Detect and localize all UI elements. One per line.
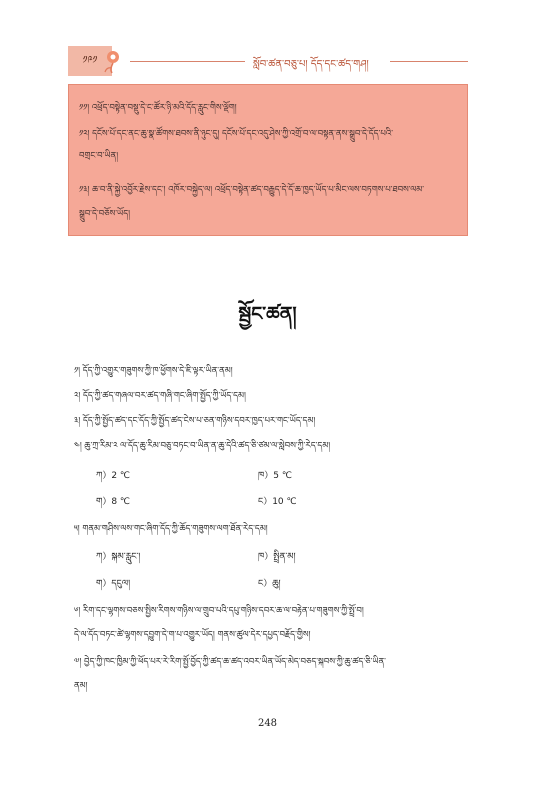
question-6: ༦། རིག་དང་ལྷགས་བཅས་སྤྱིས་རིགས་གཉིས་ལ་གྲུབ་པའི་དཔུ་གཉིས་དབར་ཆ་ལ་བརྟེན་པ་གཟུགས་ཀྱི་སྤྲོ་བ། (74, 606, 364, 616)
q5-option-b: ཁ）སྤྲིན་མ། (258, 552, 296, 562)
section-title: སྦྱོང་ཚན། (238, 303, 297, 325)
running-title: སློབ་ཚན་བཅུ་པ། དོད་དང་ཚད་གཤ། (253, 59, 369, 70)
page-number: 248 (257, 718, 278, 729)
flower-ornament-icon (102, 48, 124, 74)
q4-option-a: ཀ）2 ℃ (96, 471, 131, 481)
header-rule-left (130, 61, 245, 62)
question-2: ༢། དོད་ཀྱི་ཚད་གཞལ་བར་ཚད་གཞི་གང་ཞིག་སྤྱོད་ཀྱི་ཡོད་དམ། (74, 391, 246, 401)
question-7-cont: ནམ། (74, 681, 88, 691)
q4-option-c: ག）8 ℃ (96, 497, 131, 507)
box-line: སྒྲུབ་དེ་བཅོས་ཡོད། (79, 209, 131, 219)
question-3: ༣། དོད་ཀྱི་སྤྱོད་ཚད་དང་དོད་ཀྱི་སྤྱོད་ཚད་ངེས་པ་ཅན་གཉིས་དབར་ཁྱད་པར་གང་ཡོད་དམ། (74, 416, 316, 426)
question-7: ༧། བྱེད་ཀྱི་ཁང་ཁྱིམ་ཀྱི་ཕོད་པར་རེ་རིག་སྤྱོ་བྱོད་ཀྱི་ཚད་ཆ་ཚད་འབར་ཡིན་ཡོད་མེད་བཅད་སྐབས་ཀྱི་ཆུ་ཚད་ཅི་ཡིན་ (74, 657, 386, 667)
page-badge: ༡༩༡ (68, 46, 112, 76)
question-1: ༡། དོད་ཀྱི་འགྱུར་གཟུགས་ཀྱི་ཁ་ཕྱོགས་དེ་ཇི་ལྟར་ཡིན་ནམ། (74, 366, 233, 376)
box-line: ༡༣། ཆ་བ་ནི་སྐྱེ་འབྱོར་རྗེས་དང་། འཁོར་བསྐྱེད་ལ། འཕྲོད་བསྟེན་ཚད་བརྒྱུད་དེ་དོ་ཆ་ཁྱད་ཡོད་པ་མིང་ལས་བཏགས་པ་ཐབས་ལམ་ (79, 185, 425, 195)
q4-option-b: ཁ）5 ℃ (258, 471, 292, 481)
q5-option-a: ཀ）སྐམ་རླུང་། (96, 552, 141, 562)
question-4: ༤། ཆུ་ཀྲ་རིམ་༢ ལ་དོད་ཆུ་རིམ་བཅུ་བཏང་བ་ཡིན་ན་ཆུ་དེའི་ཚད་ཅི་ཙམ་ལ་སླེབས་ཀྱི་རེད་དམ། (74, 441, 331, 451)
question-5: ༥། གནམ་གཤིས་ལས་གང་ཞིག་དོད་ཀྱི་ཆོད་གཟུགས་ལག་ཐོན་རེད་དམ། (74, 524, 268, 534)
header-rule-right (390, 61, 468, 62)
exercise-box (68, 84, 468, 236)
q5-option-c: ག）དངུལ། (96, 579, 131, 589)
q5-option-d: ང）ཆུ། (258, 579, 281, 589)
box-line: ༡༡། འཕྲོད་བསྟེན་བསྡུ་དེ་ང་ཚོར་ཉི་མའི་དོད་རླུང་གིས་ལྡོག། (79, 103, 237, 113)
page-header (68, 46, 468, 76)
q4-option-d: ང）10 ℃ (258, 497, 297, 507)
box-line: ༡༢། དངོས་པོ་དང་ནང་ཆུ་སྣ་ཚོགས་ཐབས་ནི་ཉུང་དུ། དངོས་པོ་དང་འདུ་ཤེས་ཀྱི་འགྲོ་བ་ལ་བསྟན་ནས་སྒྲུབ་དེ་དོད་པའི་ (79, 129, 393, 139)
box-line: བགྲང་བ་ཡིན། (79, 151, 119, 161)
question-6-cont: དེ་ལ་དོད་བཏང་ཚེ་ལྷགས་དབྱུག་དེ་ག་པ་འགྱུར་ཡོད། གནས་ཚུལ་དེར་དཔྱད་བརྗོད་གྱིས། (74, 630, 311, 640)
